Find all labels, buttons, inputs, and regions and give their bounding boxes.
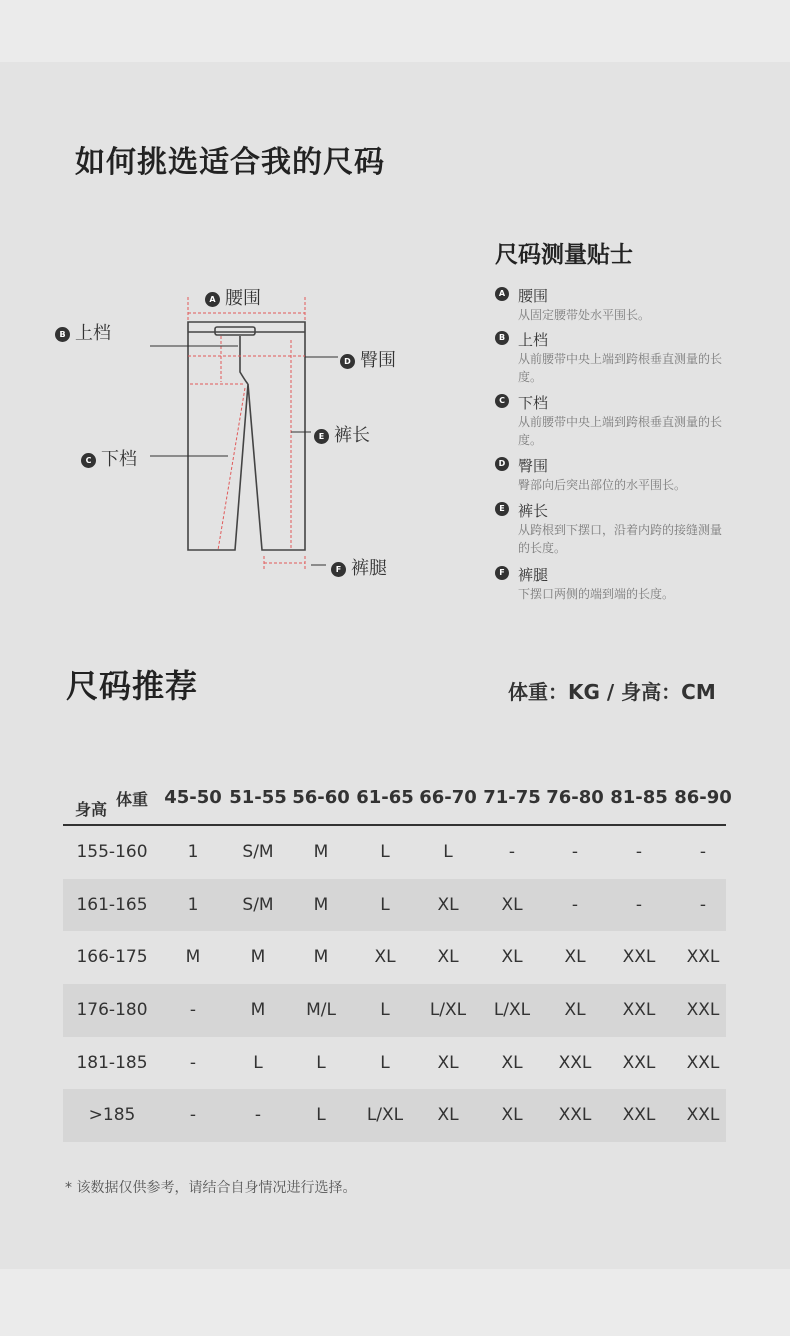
badge-a-icon: A (495, 287, 509, 301)
size-cell: - (189, 1105, 197, 1126)
table-row (63, 931, 726, 984)
units-label: 体重：KG / 身高：CM (508, 680, 716, 704)
height-cell: 161-165 (76, 894, 148, 915)
size-cell: XL (501, 1052, 523, 1073)
badge-f-icon: F (331, 562, 346, 577)
label-waist: A 腰围 (205, 284, 261, 310)
size-cell: L (443, 842, 453, 862)
tip-desc: 从前腰带中央上端到跨根垂直测量的长度。 (518, 415, 723, 447)
size-cell: XXL (622, 947, 656, 968)
tip-desc: 下摆口两侧的端到端的长度。 (518, 587, 675, 601)
size-cell: L (316, 1105, 326, 1126)
weight-column-header: 86-90 (674, 787, 732, 808)
page-title: 如何挑选适合我的尺码 (75, 145, 385, 180)
weight-column-header: 76-80 (546, 787, 604, 808)
height-cell: 181-185 (76, 1052, 148, 1073)
size-cell: 1 (187, 842, 199, 862)
header-weight: 体重 (116, 790, 149, 809)
measurement-lines (188, 297, 305, 569)
badge-c-icon: C (81, 453, 96, 468)
weight-column-header: 61-65 (356, 787, 414, 808)
size-cell: L (380, 894, 390, 915)
label-inseam: C 下档 (81, 445, 137, 471)
tip-desc: 从跨根到下摆口，沿着内跨的接缝测量的长度。 (518, 523, 723, 555)
size-cell: XL (501, 947, 523, 968)
table-row (63, 1089, 726, 1142)
size-cell: - (571, 894, 579, 915)
size-cell: - (635, 894, 643, 915)
size-cell: XL (437, 1105, 459, 1126)
header-height: 身高 (75, 800, 108, 819)
tip-desc: 从前腰带中央上端到跨根垂直测量的长度。 (518, 352, 723, 384)
weight-column-header: 71-75 (483, 787, 541, 808)
height-cell: 155-160 (76, 842, 148, 862)
size-cell: M (185, 947, 201, 968)
table-row (63, 826, 726, 879)
weight-column-header: 56-60 (292, 787, 350, 808)
table-row (63, 1037, 726, 1090)
size-cell: XL (437, 947, 459, 968)
badge-e-icon: E (495, 502, 509, 516)
table-row (63, 984, 726, 1037)
tip-name: 上档 (518, 331, 549, 349)
size-cell: XXL (558, 1052, 592, 1073)
size-cell: XL (437, 894, 459, 915)
badge-a-icon: A (205, 292, 220, 307)
size-cell: L/XL (366, 1105, 404, 1126)
tip-name: 裤腿 (518, 566, 549, 584)
size-cell: S/M (242, 894, 274, 915)
size-cell: XL (437, 1052, 459, 1073)
size-cell: XXL (622, 1105, 656, 1126)
height-cell: >185 (88, 1105, 136, 1126)
badge-d-icon: D (495, 457, 509, 471)
size-table (63, 780, 732, 1142)
size-cell: M/L (306, 1000, 336, 1021)
size-cell: L (380, 1000, 390, 1021)
badge-b-icon: B (55, 327, 70, 342)
badge-f-icon: F (495, 566, 509, 580)
size-cell: - (635, 842, 643, 862)
footnote: * 该数据仅供参考，请结合自身情况进行选择。 (65, 1180, 357, 1196)
tip-name: 臀围 (518, 457, 549, 475)
size-cell: XXL (686, 1105, 720, 1126)
table-body (63, 826, 726, 1142)
height-cell: 166-175 (76, 947, 148, 968)
size-cell: L (253, 1052, 263, 1073)
tip-name: 下档 (518, 394, 549, 412)
table-row (63, 879, 726, 932)
size-cell: XL (501, 1105, 523, 1126)
size-cell: - (571, 842, 579, 862)
size-cell: XXL (558, 1105, 592, 1126)
tip-desc: 从固定腰带处水平围长。 (518, 308, 651, 322)
size-cell: M (313, 894, 329, 915)
size-cell: - (189, 1052, 197, 1073)
badge-d-icon: D (340, 354, 355, 369)
size-cell: L (380, 1052, 390, 1073)
size-cell: XXL (686, 1000, 720, 1021)
size-cell: L (380, 842, 390, 862)
size-cell: L/XL (429, 1000, 467, 1021)
size-cell: L (316, 1052, 326, 1073)
size-cell: M (313, 947, 329, 968)
size-cell: M (250, 947, 266, 968)
size-cell: XXL (686, 947, 720, 968)
size-cell: - (508, 842, 516, 862)
section-title: 尺码推荐 (66, 667, 199, 705)
size-cell: XXL (622, 1052, 656, 1073)
size-cell: - (699, 894, 707, 915)
size-cell: M (250, 1000, 266, 1021)
tips-title: 尺码测量贴士 (495, 242, 633, 268)
size-cell: XXL (622, 1000, 656, 1021)
weight-column-header: 45-50 (164, 787, 222, 808)
tip-name: 裤长 (518, 502, 549, 520)
size-cell: XL (564, 1000, 586, 1021)
weight-column-header: 51-55 (229, 787, 287, 808)
label-length: E 裤长 (314, 421, 370, 447)
badge-e-icon: E (314, 429, 329, 444)
size-cell: XL (564, 947, 586, 968)
size-cell: - (189, 1000, 197, 1021)
size-cell: - (699, 842, 707, 862)
size-cell: XL (501, 894, 523, 915)
size-cell: M (313, 842, 329, 862)
size-cell: 1 (187, 894, 199, 915)
size-cell: S/M (242, 842, 274, 862)
weight-column-header: 81-85 (610, 787, 668, 808)
table-header (63, 780, 732, 824)
size-cell: L/XL (493, 1000, 531, 1021)
tip-name: 腰围 (518, 287, 549, 305)
label-leg-opening: F 裤腿 (331, 554, 387, 580)
badge-b-icon: B (495, 331, 509, 345)
tip-desc: 臀部向后突出部位的水平围长。 (518, 478, 687, 492)
size-cell: XL (374, 947, 396, 968)
badge-c-icon: C (495, 394, 509, 408)
size-cell: XXL (686, 1052, 720, 1073)
height-cell: 176-180 (76, 1000, 148, 1021)
weight-column-header: 66-70 (419, 787, 477, 808)
label-front-rise: B 上档 (55, 319, 111, 345)
label-hip: D 臀围 (340, 346, 396, 372)
size-cell: - (254, 1105, 262, 1126)
